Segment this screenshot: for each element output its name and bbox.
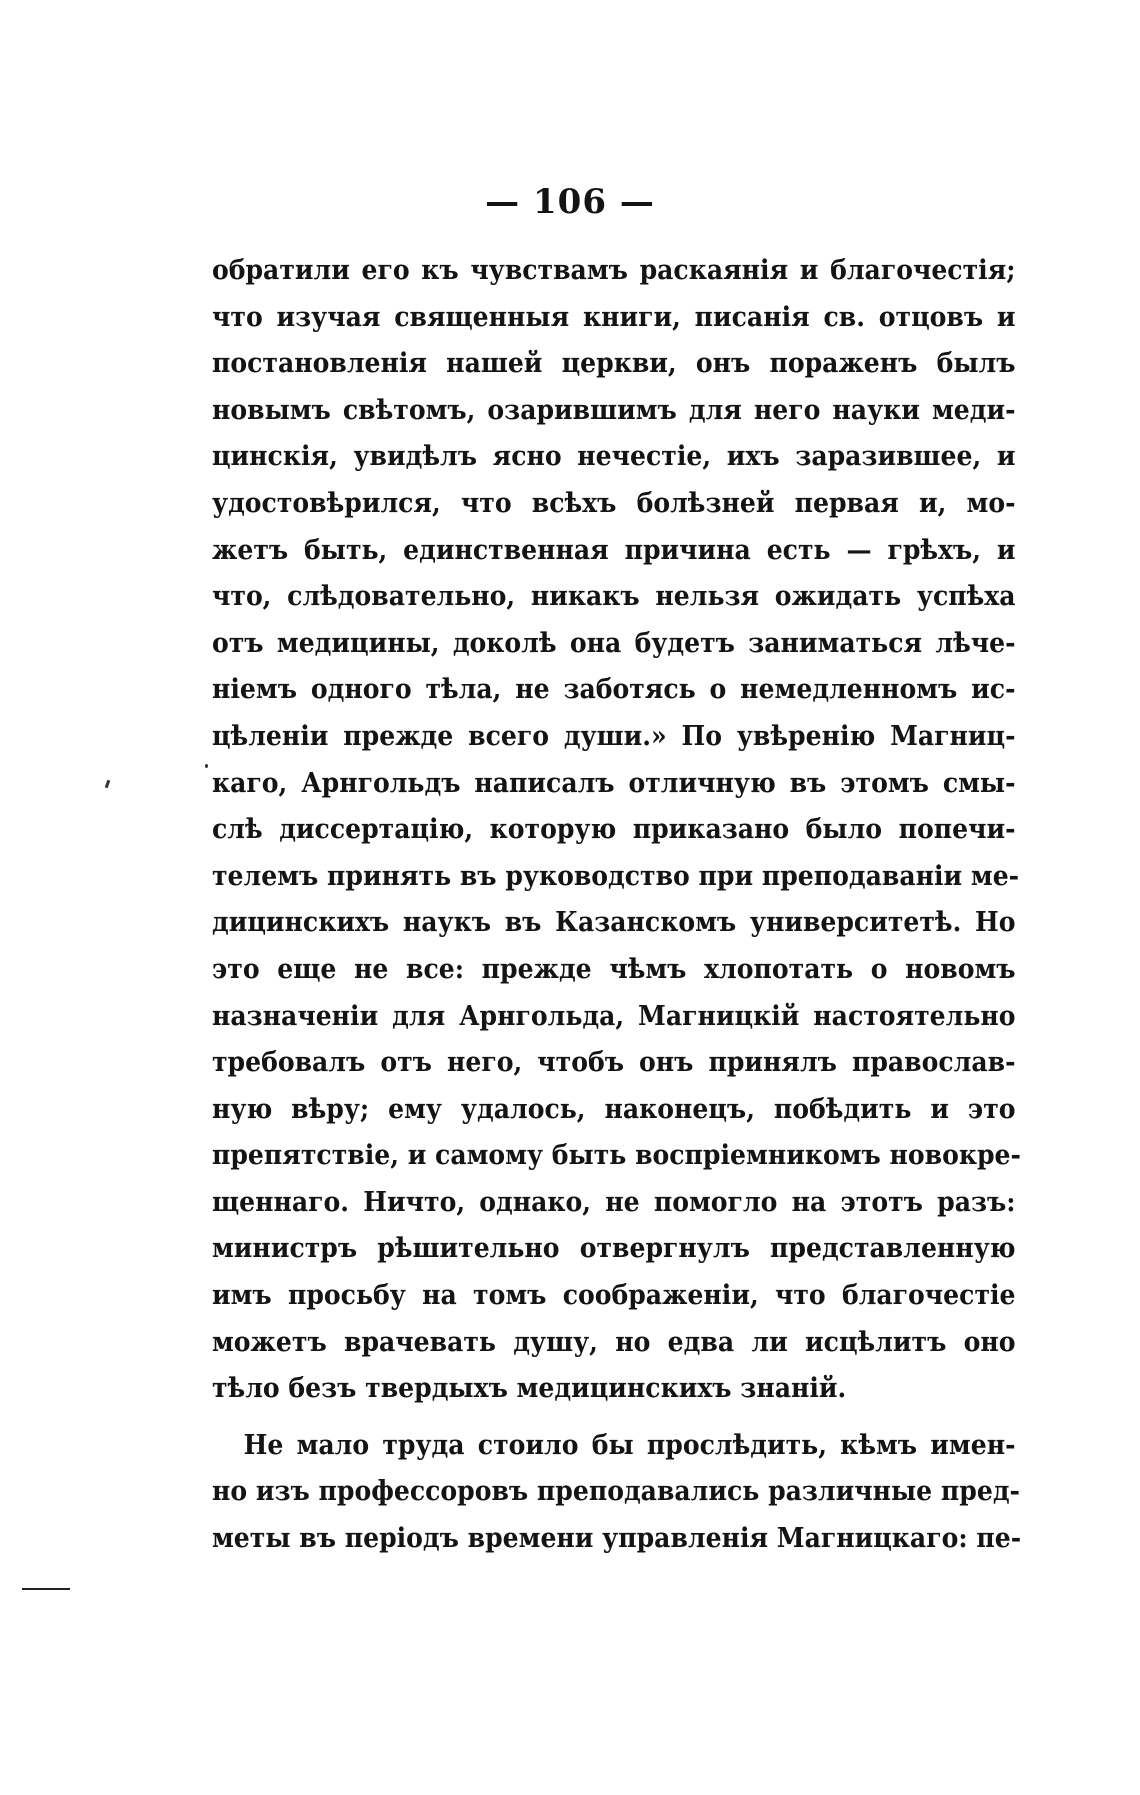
footnote-rule	[22, 1588, 70, 1590]
body-text	[212, 248, 1022, 1563]
text-line: отъ медицины, доколѣ она будетъ заниматься лѣче-	[212, 627, 1016, 659]
text-line: ніемъ одного тѣла, не заботясь о немедленномъ ис-	[212, 674, 1016, 706]
text-line: что изучая священныя книги, писанія св. отцовъ и	[212, 301, 1016, 333]
text-line: цинскія, увидѣлъ ясно нечестіе, ихъ заразившее, и	[212, 441, 1016, 473]
text-line: жетъ быть, единственная причина есть — грѣхъ, и	[212, 534, 1016, 566]
text-line: препятствіе, и самому быть воспріемникомъ новокре-	[212, 1140, 1021, 1172]
text-line: новымъ свѣтомъ, озарившимъ для него науки меди-	[212, 394, 1016, 426]
text-line: назначеніи для Арнгольда, Магницкій настоятельно	[212, 1000, 1016, 1032]
text-line: что, слѣдовательно, никакъ нельзя ожидать успѣха	[212, 581, 1016, 613]
text-line: обратили его къ чувствамъ раскаянія и благочестія;	[212, 255, 1016, 286]
text-line: имъ просьбу на томъ соображеніи, что благочестіе	[212, 1280, 1016, 1312]
text-line: требовалъ отъ него, чтобъ онъ принялъ православ-	[212, 1047, 1016, 1079]
text-line: удостовѣрился, что всѣхъ болѣзней первая и, мо-	[212, 487, 1016, 519]
text-line: телемъ принять въ руководство при преподаваніи ме-	[212, 860, 1020, 892]
page-number: — 106 —	[485, 182, 655, 222]
margin-speck	[205, 764, 208, 768]
text-line: меты въ періодъ времени управленія Магницкаго: пе-	[212, 1523, 1022, 1555]
text-line: цѣленіи прежде всего души.» По увѣренію Магниц-	[212, 720, 1016, 752]
paragraph-gap	[212, 1413, 960, 1423]
text-line: Не мало труда стоило бы прослѣдить, кѣмъ имен-	[243, 1429, 1016, 1461]
text-line: постановленія нашей церкви, онъ пораженъ былъ	[212, 348, 1016, 380]
text-line: щеннаго. Ничто, однако, не помогло на этотъ разъ:	[212, 1186, 1016, 1218]
paragraph-2	[212, 1423, 1022, 1563]
text-line: дицинскихъ наукъ въ Казанскомъ университетѣ. Но	[212, 907, 1016, 939]
text-line: слѣ диссертацію, которую приказано было попечи-	[212, 814, 1016, 846]
text-line: министръ рѣшительно отвергнулъ представленную	[212, 1233, 1016, 1265]
text-line: каго, Арнгольдъ написалъ отличную въ этомъ смы-	[212, 767, 1016, 799]
text-line: это еще не все: прежде чѣмъ хлопотать о новомъ	[212, 953, 1016, 985]
text-line: тѣло безъ твердыхъ медицинскихъ знаній.	[212, 1373, 847, 1405]
margin-speck	[105, 780, 111, 789]
text-line: но изъ профессоровъ преподавались различные пред-	[212, 1476, 1020, 1508]
paragraph-1	[212, 248, 1021, 1413]
text-line: ную вѣру; ему удалось, наконецъ, побѣдить и это	[212, 1093, 1016, 1125]
text-line: можетъ врачевать душу, но едва ли исцѣлитъ оно	[212, 1326, 1016, 1358]
